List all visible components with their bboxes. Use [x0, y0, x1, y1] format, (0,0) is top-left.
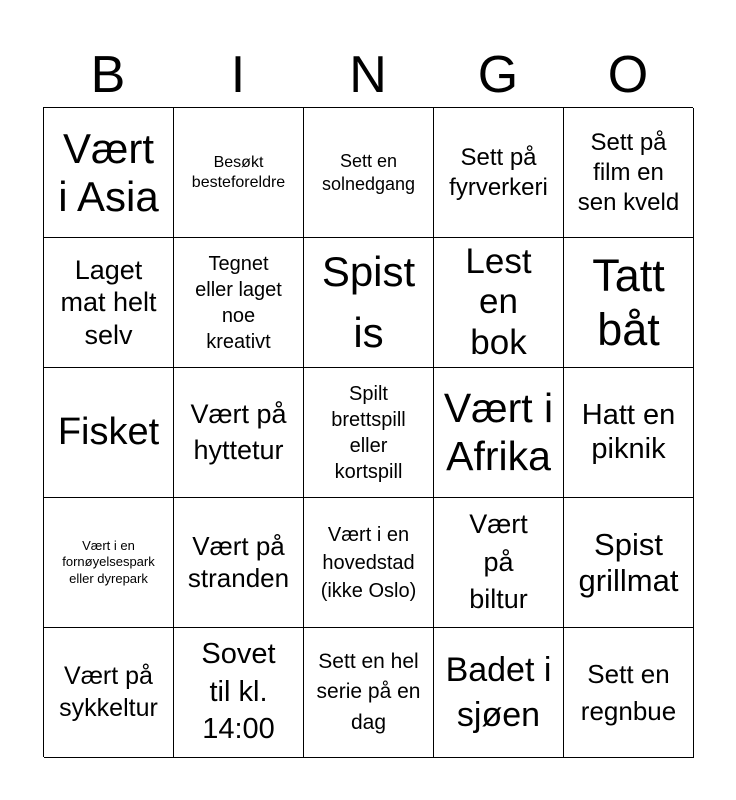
- bingo-cell[interactable]: [434, 238, 564, 368]
- cell-text: Vært på stranden: [187, 531, 290, 593]
- header-letter-i: I: [230, 46, 246, 104]
- bingo-cell[interactable]: [564, 628, 694, 758]
- cell-text: Vært på hyttetur: [190, 399, 287, 465]
- bingo-cell[interactable]: [174, 238, 304, 368]
- header-letter-o: O: [607, 46, 649, 104]
- cell-text: Fisket: [57, 410, 160, 453]
- bingo-cell[interactable]: [304, 498, 434, 628]
- bingo-cell[interactable]: [564, 238, 694, 368]
- bingo-cell[interactable]: [44, 368, 174, 498]
- cell-text: Besøkt besteforeldre: [191, 153, 286, 191]
- cell-text: Vært i Asia: [58, 125, 159, 220]
- bingo-cell[interactable]: [174, 628, 304, 758]
- cell-text: Vært i en fornøyelsespark eller dyrepark: [62, 538, 155, 586]
- cell-text: Spist grillmat: [578, 526, 679, 598]
- cell-text: Spilt brettspill eller kortspill: [331, 382, 406, 483]
- cell-text: Sett på film en sen kveld: [577, 128, 680, 216]
- bingo-cell[interactable]: [174, 498, 304, 628]
- bingo-header: [43, 44, 693, 106]
- cell-text: Vært i en hovedstad (ikke Oslo): [320, 523, 417, 602]
- cell-text: Hatt en piknik: [581, 399, 676, 465]
- header-letter-n: N: [349, 46, 387, 104]
- cell-text: Vært på sykkeltur: [59, 662, 158, 722]
- bingo-cell[interactable]: [304, 238, 434, 368]
- header-letter-g: G: [477, 46, 519, 104]
- bingo-cell[interactable]: [174, 108, 304, 238]
- bingo-cell[interactable]: [304, 628, 434, 758]
- cell-text: Sett en solnedgang: [321, 151, 416, 194]
- bingo-cell[interactable]: [564, 498, 694, 628]
- bingo-board: [43, 107, 693, 757]
- cell-text: Laget mat helt selv: [60, 254, 157, 350]
- header-letter-b: B: [90, 46, 126, 104]
- cell-text: Sett en regnbue: [580, 659, 677, 726]
- bingo-cell[interactable]: [564, 108, 694, 238]
- bingo-cell[interactable]: [304, 368, 434, 498]
- cell-text: Lest en bok: [465, 242, 532, 362]
- cell-text: Tegnet eller laget noe kreativt: [195, 252, 282, 353]
- cell-text: Sovet til kl. 14:00: [201, 637, 276, 746]
- bingo-cell[interactable]: [434, 368, 564, 498]
- bingo-cell[interactable]: [44, 238, 174, 368]
- cell-text: Spist is: [321, 247, 416, 356]
- bingo-cell[interactable]: [174, 368, 304, 498]
- bingo-cell[interactable]: [44, 628, 174, 758]
- bingo-cell[interactable]: [44, 108, 174, 238]
- cell-text: Badet i sjøen: [445, 651, 552, 734]
- bingo-cell[interactable]: [564, 368, 694, 498]
- bingo-cell[interactable]: [434, 498, 564, 628]
- cell-text: Sett på fyrverkeri: [449, 143, 548, 201]
- cell-text: Vært på biltur: [469, 508, 528, 615]
- bingo-cell[interactable]: [44, 498, 174, 628]
- bingo-cell[interactable]: [434, 108, 564, 238]
- bingo-cell[interactable]: [434, 628, 564, 758]
- cell-text: Sett en hel serie på en dag: [316, 649, 421, 734]
- cell-text: Vært i Afrika: [443, 385, 554, 479]
- cell-text: Tatt båt: [592, 249, 665, 355]
- bingo-cell[interactable]: [304, 108, 434, 238]
